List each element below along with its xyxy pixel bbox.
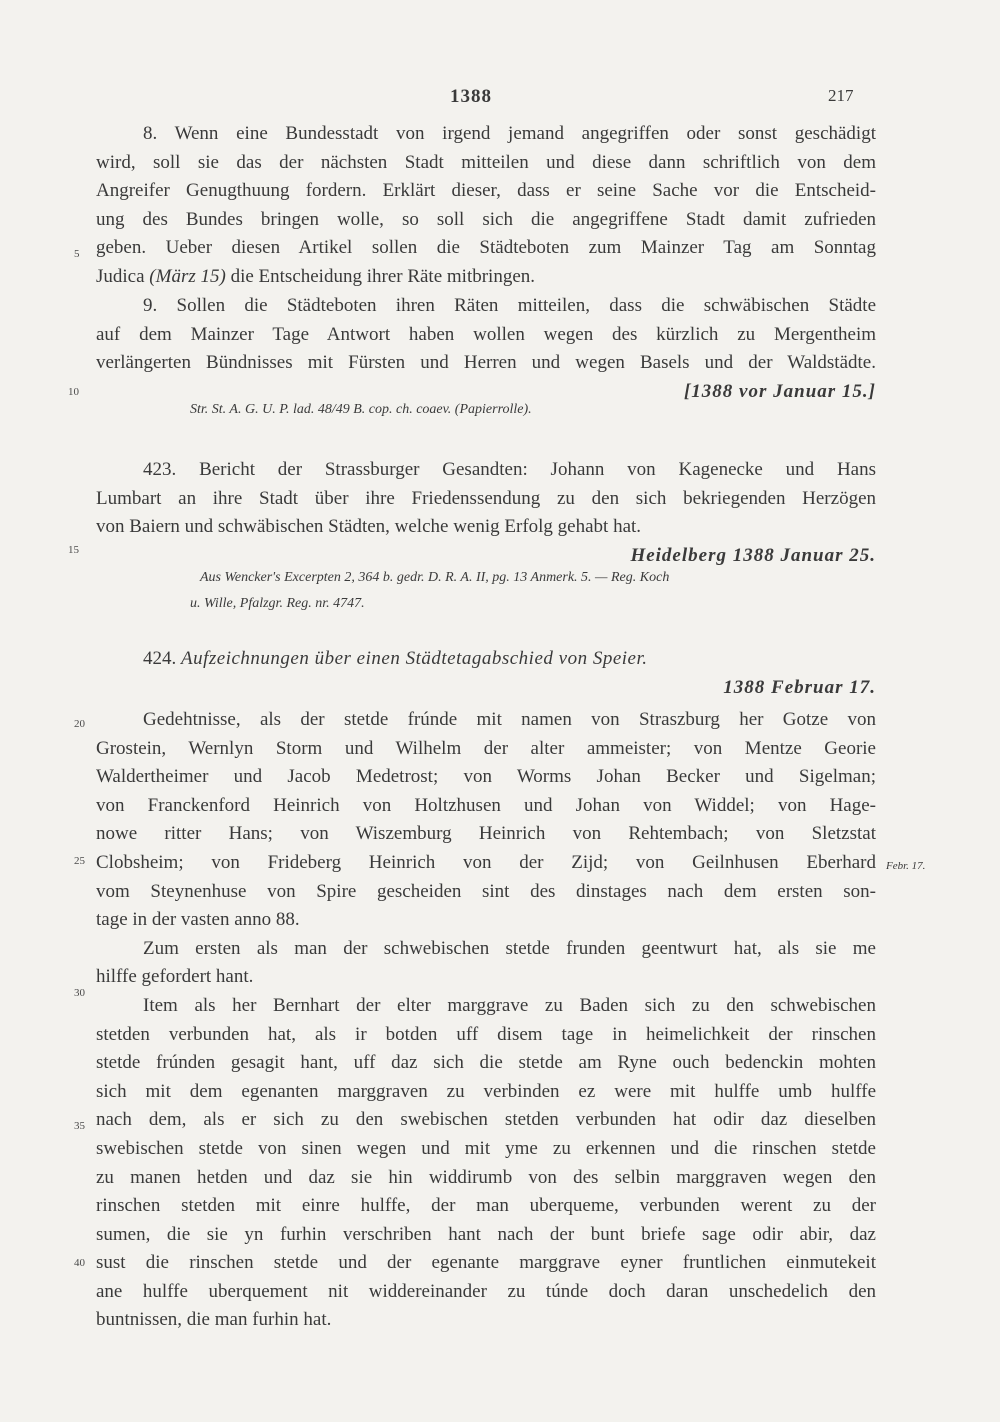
text-line: zu manen hetden und daz sie hin widdirumb von des selbin marggraven wegen den xyxy=(96,1166,876,1188)
text-line: geben. Ueber diesen Artikel sollen die Städteboten zum Mainzer Tag am Sonntag xyxy=(96,237,876,259)
text-line: wird, soll sie das der nächsten Stadt mitteilen und diese dann schriftlich von dem xyxy=(96,151,876,173)
source-citation: u. Wille, Pfalzgr. Reg. nr. 4747. xyxy=(190,596,365,611)
line-number: 5 xyxy=(74,248,80,260)
text-line: Zum ersten als man der schwebischen stetde frunden geentwurt hat, als sie me xyxy=(143,937,876,959)
text-line xyxy=(96,263,876,292)
text-line: von Franckenford Heinrich von Holtzhusen und Johan von Widdel; von Hage- xyxy=(96,794,876,816)
line-number: 15 xyxy=(68,544,79,556)
text-line: Clobsheim; von Frideberg Heinrich von der Zijd; von Geilnhusen Eberhard xyxy=(96,851,876,873)
page-number: 217 xyxy=(828,86,854,105)
line-number: 40 xyxy=(74,1257,85,1269)
text-line: 8. Wenn eine Bundesstadt von irgend jemand angegriffen oder sonst geschädigt xyxy=(143,123,876,144)
line-number: 35 xyxy=(74,1120,85,1132)
document-number: 423. xyxy=(143,459,177,480)
title-line xyxy=(96,645,876,674)
text-line: Gedehtnisse, als der stetde frúnde mit namen von Straszburg her Gotze von xyxy=(143,709,876,730)
text-line: sust die rinschen stetde und der egenante marggrave eyner fruntlichen einmutekeit xyxy=(96,1252,876,1274)
text-line: vom Steynenhuse von Spire gescheiden sint des dinstages nach dem ersten son- xyxy=(96,880,876,902)
text-line: von Baiern und schwäbischen Städten, welche wenig Erfolg gehabt hat. xyxy=(96,516,642,538)
date-line: 1388 Februar 17. xyxy=(723,676,876,698)
text-line: sich mit dem egenanten marggraven zu verbinden ez were mit hulffe umb hulffe xyxy=(96,1080,876,1102)
text-line: Angreifer Genugthuung fordern. Erklärt dieser, dass er seine Sache vor die Entscheid- xyxy=(96,180,876,202)
item-9-paragraph xyxy=(96,292,876,406)
document-number: 424. xyxy=(143,648,177,669)
text-line: Lumbart an ihre Stadt über ihre Friedenssendung zu den sich bekriegenden Herzögen xyxy=(96,487,876,509)
text-line: auf dem Mainzer Tage Antwort haben wollen wegen des kürzlich zu Mergentheim xyxy=(96,323,876,345)
line-number: 30 xyxy=(74,987,85,999)
line-number: 20 xyxy=(74,718,85,730)
text-line: Item als her Bernhart der elter marggrave zu Baden sich zu den schwebischen xyxy=(143,994,876,1016)
text-line: tage in der vasten anno 88. xyxy=(96,909,300,931)
date-line: [1388 vor Januar 15.] xyxy=(683,380,876,402)
header-year: 1388 xyxy=(450,86,492,107)
running-header xyxy=(0,86,1000,116)
text-line: 9. Sollen die Städteboten ihren Räten mitteilen, dass die schwäbischen Städte xyxy=(143,295,876,316)
document-423-summary xyxy=(96,456,876,570)
text-line: stetde frúnden gesagit hant, uff daz sich die stetde am Ryne ouch bedenckin mohten xyxy=(96,1052,876,1074)
text-line: nach dem, als er sich zu den swebischen stetden verbunden hat odir daz dieselben xyxy=(96,1109,876,1131)
line-number: 25 xyxy=(74,855,85,867)
text-fragment: Judica xyxy=(96,265,150,287)
text-fragment: die Entscheidung ihrer Räte mitbringen. xyxy=(225,265,536,287)
document-424-body xyxy=(96,706,876,1335)
text-line: stetden verbunden hat, als ir botden uff disem tage in heimelichkeit der rinschen xyxy=(96,1023,876,1045)
text-line: Grostein, Wernlyn Storm und Wilhelm der alter ammeister; von Mentze Georie xyxy=(96,737,876,759)
text-line: rinschen stetden mit einre hulffe, der man uberqueme, verbunden werent zu der xyxy=(96,1195,876,1217)
date-reference: (März 15) xyxy=(149,265,226,287)
document-424-heading xyxy=(96,645,876,702)
source-citation: Str. St. A. G. U. P. lad. 48/49 B. cop. ch. coaev. (Papierrolle). xyxy=(190,402,532,417)
text-fragment: Bericht der Strassburger Gesandten: Johann von Kagenecke und Hans xyxy=(199,459,877,480)
document-title: Aufzeichnungen über einen Städtetagabschied von Speier. xyxy=(181,648,648,669)
text-line xyxy=(96,456,876,485)
text-line: ung des Bundes bringen wolle, so soll sich die angegriffene Stadt damit zufrieden xyxy=(96,208,876,230)
source-citation: Aus Wencker's Excerpten 2, 364 b. gedr. D. R. A. II, pg. 13 Anmerk. 5. — Reg. Koch xyxy=(200,570,670,585)
text-line: Waldertheimer und Jacob Medetrost; von Worms Johan Becker und Sigelman; xyxy=(96,766,876,788)
margin-date-note: Febr. 17. xyxy=(886,860,926,872)
text-line: hilffe gefordert hant. xyxy=(96,966,254,988)
text-line: nowe ritter Hans; von Wiszemburg Heinrich von Rehtembach; von Sletzstat xyxy=(96,823,876,845)
text-line: verlängerten Bündnisses mit Fürsten und Herren und wegen Basels und der Waldstädte. xyxy=(96,352,876,374)
text-line: swebischen stetde von sinen wegen und mit yme zu erkennen und die rinschen stetde xyxy=(96,1137,876,1159)
text-line: sumen, die sie yn furhin verschriben hant nach der bunt briefe sage odir abir, daz xyxy=(96,1223,876,1245)
line-number: 10 xyxy=(68,386,79,398)
item-8-paragraph xyxy=(96,120,876,292)
text-line: ane hulffe uberquement nit widdereinander zu túnde doch daran unschedelich den xyxy=(96,1280,876,1302)
date-line: Heidelberg 1388 Januar 25. xyxy=(630,544,876,566)
text-line: buntnissen, die man furhin hat. xyxy=(96,1309,332,1331)
